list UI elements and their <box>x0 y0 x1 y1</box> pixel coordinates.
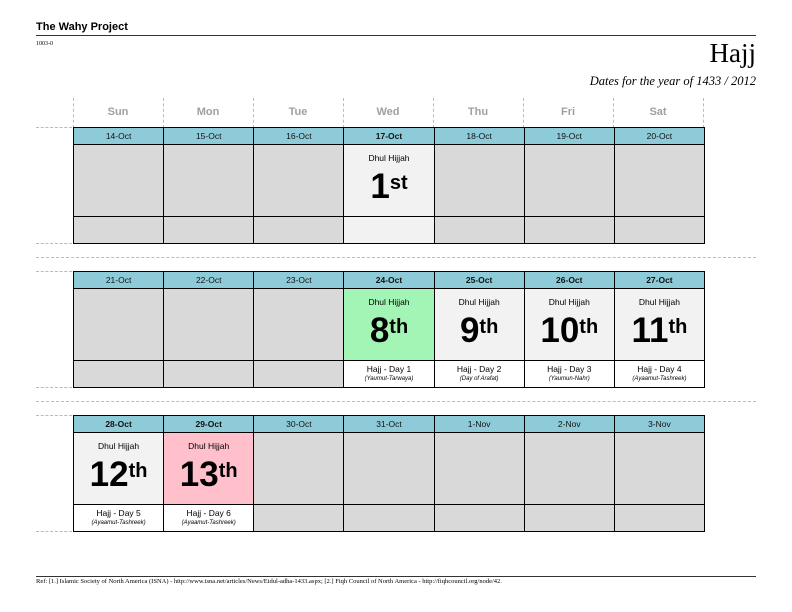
day-number: 10 <box>540 311 580 350</box>
empty-day-cell <box>74 145 163 216</box>
document-id: 1003-0 <box>36 41 53 47</box>
date-header: 16-Oct <box>254 128 343 144</box>
day-footer <box>74 217 163 243</box>
hajj-day-footer <box>74 505 163 531</box>
hajj-day-footer <box>525 361 614 387</box>
date-header: 21-Oct <box>74 272 163 288</box>
hijri-month-label: Dhul Hijjah <box>188 441 230 451</box>
date-header: 22-Oct <box>164 272 253 288</box>
hajj-day-label: Hajj - Day 1 <box>366 364 412 374</box>
hijri-month-label: Dhul Hijjah <box>368 153 410 163</box>
hijri-day-cell <box>74 433 163 504</box>
hijri-month-label: Dhul Hijjah <box>368 297 410 307</box>
day-footer <box>254 361 343 387</box>
date-header: 29-Oct <box>164 416 253 432</box>
reference-note: Ref: [1.] Islamic Society of North America (ISNA) - http://www.isna.net/articles/News/Eidul-adha-1433.aspx; [2.] Fiqh Council of North America - http://fiqhcouncil.org/node/42. <box>36 578 502 585</box>
empty-day-cell <box>435 145 524 216</box>
ordinal-suffix: th <box>128 460 148 482</box>
hajj-day-footer <box>164 505 253 531</box>
day-footer <box>435 505 524 531</box>
date-header: 25-Oct <box>435 272 524 288</box>
week-separator <box>36 257 756 258</box>
hajj-day-label: Hajj - Day 2 <box>456 364 502 374</box>
empty-day-cell <box>254 433 343 504</box>
vertical-guide <box>703 98 704 128</box>
header-rule <box>36 35 756 36</box>
weekday-label-wed: Wed <box>376 106 400 118</box>
row-guide <box>36 243 72 244</box>
hijri-day-number <box>615 311 704 351</box>
vertical-guide <box>523 98 524 128</box>
day-footer <box>164 361 253 387</box>
row-guide <box>36 271 72 272</box>
weekday-label-sat: Sat <box>649 106 667 118</box>
hajj-day-label: Hajj - Day 3 <box>547 364 592 374</box>
hajj-day-footer <box>435 361 524 387</box>
hijri-day-cell <box>344 289 433 360</box>
hijri-day-number <box>435 311 524 351</box>
day-footer <box>525 505 614 531</box>
hijri-month-label: Dhul Hijjah <box>548 297 590 307</box>
row-guide <box>36 531 72 532</box>
ordinal-suffix: st <box>389 172 408 194</box>
ordinal-suffix: th <box>218 460 238 482</box>
empty-day-cell <box>164 145 253 216</box>
date-header: 24-Oct <box>344 272 433 288</box>
empty-day-cell <box>525 145 614 216</box>
vertical-guide <box>253 98 254 128</box>
day-number: 8 <box>369 311 390 350</box>
empty-day-cell <box>435 433 524 504</box>
vertical-guide <box>433 98 434 128</box>
ordinal-suffix: th <box>479 316 499 338</box>
row-guide <box>36 415 72 416</box>
vertical-guide <box>613 98 614 128</box>
hajj-day-note: (Ayaamut-Tashreek) <box>181 520 236 526</box>
day-number: 11 <box>631 311 669 350</box>
calendar-week-2 <box>73 271 705 388</box>
calendar-week-3 <box>73 415 705 532</box>
day-footer <box>254 217 343 243</box>
weekday-label-fri: Fri <box>560 106 576 118</box>
day-footer <box>344 505 433 531</box>
empty-day-cell <box>615 145 704 216</box>
empty-day-cell <box>74 289 163 360</box>
weekday-label-sun: Sun <box>107 106 129 118</box>
hajj-day-note: (Ayaamut-Tashreek) <box>91 520 146 526</box>
empty-day-cell <box>344 433 433 504</box>
day-number: 9 <box>459 311 480 350</box>
hijri-day-number <box>74 455 163 495</box>
row-guide <box>36 387 72 388</box>
empty-day-cell <box>254 145 343 216</box>
empty-day-cell <box>254 289 343 360</box>
ordinal-suffix: th <box>668 316 688 338</box>
hijri-month-label: Dhul Hijjah <box>638 297 680 307</box>
day-footer <box>435 217 524 243</box>
hajj-day-footer <box>615 361 704 387</box>
hajj-day-footer <box>344 361 433 387</box>
calendar-week-1 <box>73 127 705 244</box>
hajj-day-note: (Day of Arafat) <box>459 376 499 382</box>
project-title: The Wahy Project <box>36 21 128 33</box>
hijri-day-number <box>344 311 433 351</box>
day-footer <box>164 217 253 243</box>
row-guide <box>36 127 72 128</box>
page-subtitle: Dates for the year of 1433 / 2012 <box>589 74 756 88</box>
date-header: 18-Oct <box>435 128 524 144</box>
empty-day-cell <box>525 433 614 504</box>
date-header: 26-Oct <box>525 272 614 288</box>
day-footer <box>615 505 704 531</box>
date-header: 17-Oct <box>344 128 433 144</box>
weekday-label-thu: Thu <box>467 106 489 118</box>
date-header: 30-Oct <box>254 416 343 432</box>
date-header: 15-Oct <box>164 128 253 144</box>
weekday-label-tue: Tue <box>288 106 308 118</box>
date-header: 1-Nov <box>435 416 524 432</box>
hajj-day-note: (Yaumun-Nahr) <box>548 376 590 382</box>
hijri-day-number <box>164 455 253 495</box>
date-header: 31-Oct <box>344 416 433 432</box>
hijri-day-cell <box>164 433 253 504</box>
week-separator <box>36 401 756 402</box>
ordinal-suffix: th <box>579 316 599 338</box>
day-number: 1 <box>370 167 390 206</box>
hajj-day-note: (Yaumut-Tarwaya) <box>364 376 414 382</box>
day-footer <box>74 361 163 387</box>
page-title: Hajj <box>709 38 756 68</box>
hajj-day-label: Hajj - Day 6 <box>186 508 231 518</box>
date-header: 14-Oct <box>74 128 163 144</box>
day-footer <box>254 505 343 531</box>
footer-rule <box>36 576 756 577</box>
hijri-day-number <box>344 167 433 207</box>
empty-day-cell <box>615 433 704 504</box>
date-header: 23-Oct <box>254 272 343 288</box>
day-footer <box>615 217 704 243</box>
vertical-guide <box>163 98 164 128</box>
hajj-day-label: Hajj - Day 4 <box>637 364 682 374</box>
date-header: 2-Nov <box>525 416 614 432</box>
hijri-day-cell <box>525 289 614 360</box>
hijri-month-label: Dhul Hijjah <box>98 441 140 451</box>
date-header: 28-Oct <box>74 416 163 432</box>
weekday-label-mon: Mon <box>196 106 220 118</box>
hajj-day-label: Hajj - Day 5 <box>96 508 141 518</box>
hajj-day-note: (Ayaamut-Tashreek) <box>632 376 687 382</box>
date-header: 19-Oct <box>525 128 614 144</box>
date-header: 27-Oct <box>615 272 704 288</box>
hijri-day-cell <box>435 289 524 360</box>
vertical-guide <box>73 98 74 128</box>
hijri-month-label: Dhul Hijjah <box>458 297 500 307</box>
day-number: 13 <box>179 455 219 494</box>
date-header: 20-Oct <box>615 128 704 144</box>
hijri-day-cell <box>344 145 433 216</box>
vertical-guide <box>343 98 344 128</box>
hijri-day-cell <box>615 289 704 360</box>
hijri-day-number <box>525 311 614 351</box>
empty-day-cell <box>164 289 253 360</box>
ordinal-suffix: th <box>389 316 409 338</box>
day-number: 12 <box>89 455 129 494</box>
date-header: 3-Nov <box>615 416 704 432</box>
day-footer <box>344 217 433 243</box>
day-footer <box>525 217 614 243</box>
